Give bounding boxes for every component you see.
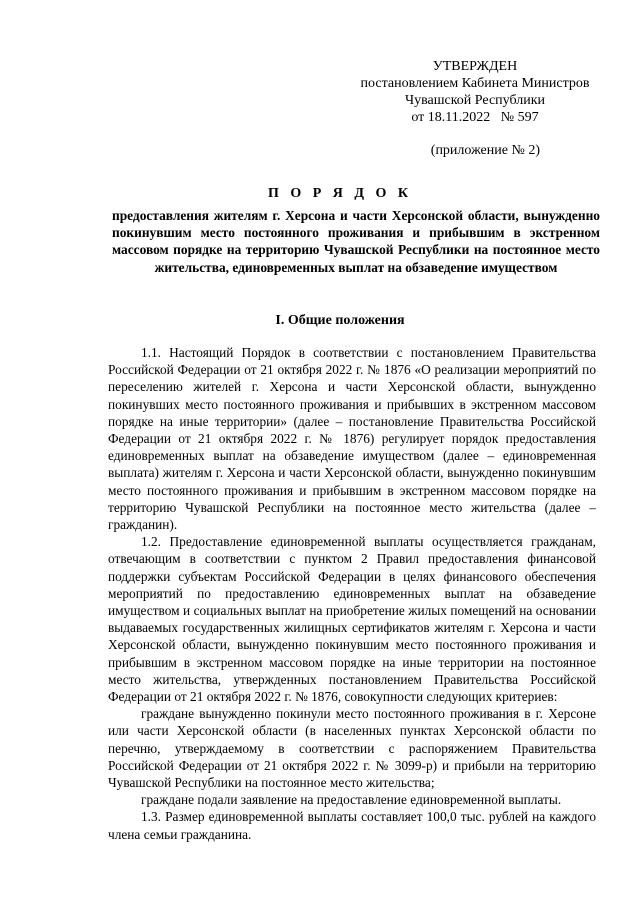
appendix-note: (приложение № 2) [430,143,540,158]
document-subtitle: предоставления жителям г. Херсона и части Херсонской области, вынужденно покинувшим место постоянного проживания и прибывшим в экстренном массовом порядке на территорию Чувашской Республики на постоянное место жительства, единовременных выплат на обзаведение имуществом [112,208,600,275]
approval-date-number: от 18.11.2022 № 597 [411,110,539,125]
approval-stamp [340,58,610,126]
criterion-1: граждане вынужденно покинули место постоянного проживания в г. Херсоне или части Херсонской области (в населенных пунктах Херсонской области по перечню, утверждаемому в соответствии с распоряжением Правительства Российской Федерации от 21 октября 2022 г. № 3099-р) и прибыли на территорию Чувашской Республики на постоянное место жительства; [108,706,596,791]
document-title: П О Р Я Д О К [267,186,413,201]
paragraph-1-3: 1.3. Размер единовременной выплаты составляет 100,0 тыс. рублей на каждого члена семьи гражданина. [108,809,596,842]
section-heading: I. Общие положения [275,313,405,328]
section-body [108,344,596,843]
approval-authority: постановлением Кабинета Министров [360,76,590,91]
paragraph-1-1: 1.1. Настоящий Порядок в соответствии с постановлением Правительства Российской Федерации от 21 октября 2022 г. № 1876 «О реализации мероприятий по переселению жителей г. Херсона и части Херсонской области, вынужденно покинувших место постоянного проживания и прибывших в экстренном массовом порядке на иные территории» (далее – постановление Правительства Российской Федерации от 21 октября 2022 г. № 1876) регулирует порядок предоставления единовременных выплат на обзаведение имуществом (далее – единовременная выплата) жителям г. Херсона и части Херсонской области, вынужденно покинувшим место постоянного проживания и прибывшим в экстренном массовом порядке на территорию Чувашской Республики на постоянное место жительства (далее – гражданин). [108,345,596,533]
paragraph-1-2: 1.2. Предоставление единовременной выплаты осуществляется гражданам, отвечающим в соответствии с пунктом 2 Правил предоставления финансовой поддержки субъектам Российской Федерации в целях финансового обеспечения мероприятий по предоставлению единовременных выплат на обзаведение имуществом и социальных выплат на приобретение жилых помещений на основании выдаваемых государственных жилищных сертификатов жителям г. Херсона и части Херсонской области, вынужденно покинувшим место постоянного проживания и прибывшим в экстренном массовом порядке на иные территории на постоянное место жительства, утвержденных постановлением Правительства Российской Федерации от 21 октября 2022 г. № 1876, совокупности следующих критериев: [108,534,596,705]
approval-region: Чувашской Республики [404,93,546,108]
approval-title: УТВЕРЖДЕН [432,59,518,74]
criterion-2: граждане подали заявление на предоставление единовременной выплаты. [141,792,562,808]
